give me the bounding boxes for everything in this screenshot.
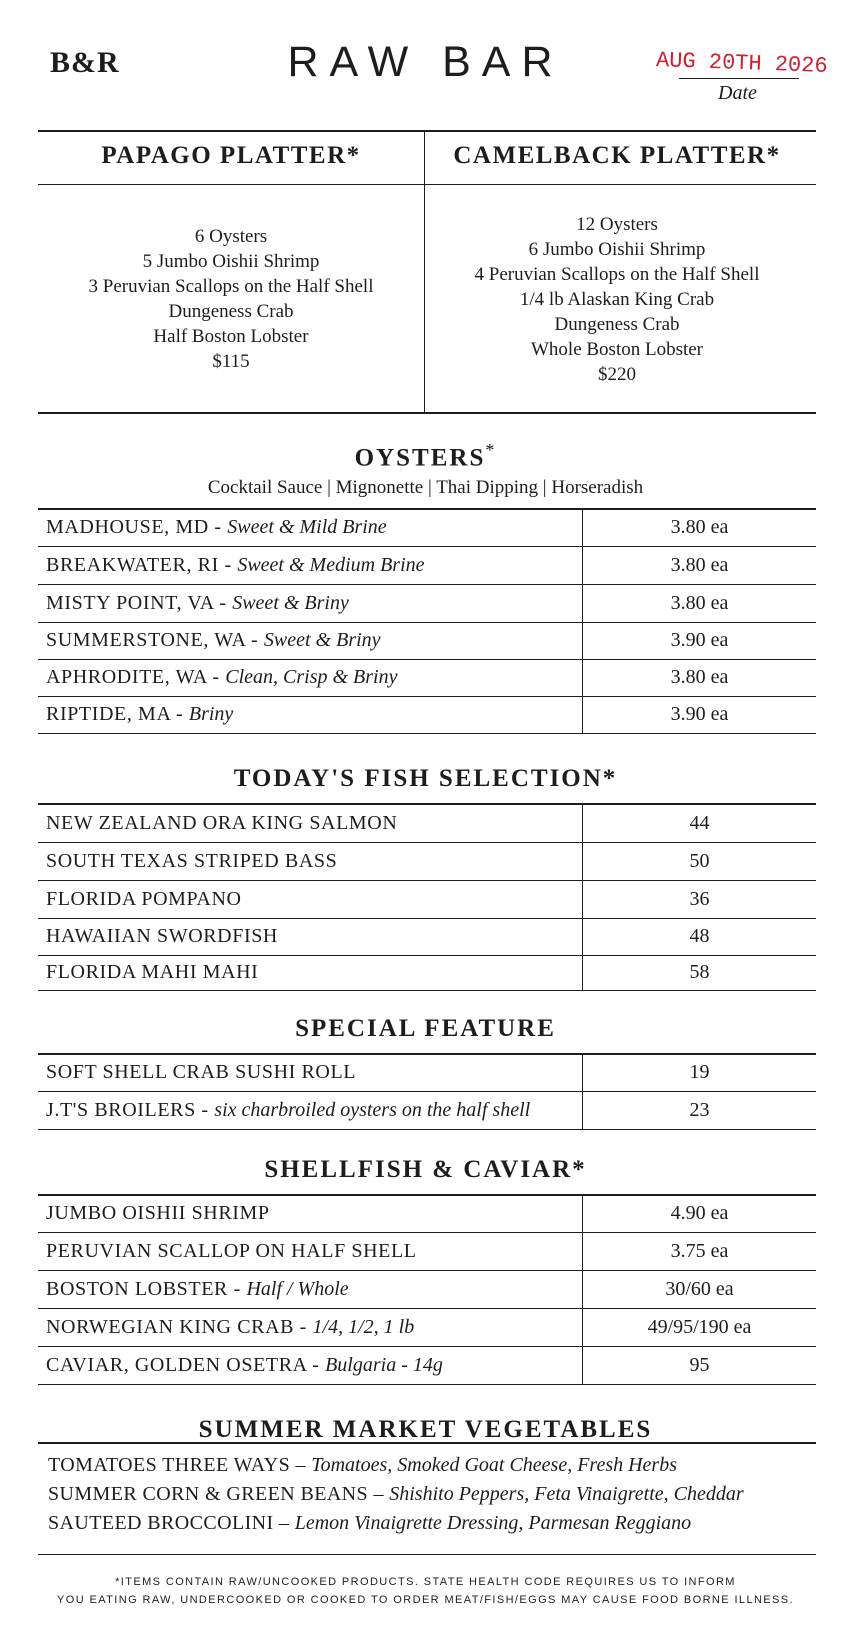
item-price: 3.80 ea xyxy=(583,584,817,622)
platter-item: 12 Oysters xyxy=(576,214,658,235)
item-desc: 1/4, 1/2, 1 lb xyxy=(312,1315,415,1338)
item-name: BOSTON LOBSTER xyxy=(46,1277,228,1300)
item-price: 50 xyxy=(583,842,817,880)
item-desc: Half / Whole xyxy=(246,1277,349,1300)
list-item: SAUTEED BROCCOLINI – Lemon Vinaigrette Dressing, Parmesan Reggiano xyxy=(48,1512,692,1534)
item-price: 3.75 ea xyxy=(583,1232,817,1270)
item-desc: six charbroiled oysters on the half shell xyxy=(214,1098,531,1121)
date-underline xyxy=(679,78,799,79)
item-desc: Sweet & Briny xyxy=(232,591,349,614)
shellfish-table xyxy=(38,1194,816,1385)
platter-divider-horizontal xyxy=(38,184,816,185)
platter-item: Dungeness Crab xyxy=(168,301,294,322)
platter-item: 5 Jumbo Oishii Shrimp xyxy=(142,251,320,272)
table-row xyxy=(38,880,816,918)
item-desc: Briny xyxy=(188,703,234,725)
item-name: APHRODITE, WA xyxy=(46,666,207,688)
platter-title-papago: PAPAGO PLATTER* xyxy=(101,142,361,169)
table-row xyxy=(38,1232,816,1270)
table-row xyxy=(38,622,816,659)
item-desc: Bulgaria - 14g xyxy=(325,1353,443,1376)
table-row xyxy=(38,804,816,842)
item-price: 36 xyxy=(583,880,817,918)
table-row xyxy=(38,659,816,696)
platter-item: 4 Peruvian Scallops on the Half Shell xyxy=(474,264,760,285)
table-row xyxy=(38,955,816,990)
platter-item: 6 Jumbo Oishii Shrimp xyxy=(528,239,706,260)
fish-table xyxy=(38,803,816,991)
table-row xyxy=(38,1054,816,1091)
item-cell: J.T'S BROILERS - six charbroiled oysters on the half shell xyxy=(46,1098,531,1121)
item-name: BREAKWATER, RI xyxy=(46,553,219,576)
item-name: TOMATOES THREE WAYS xyxy=(48,1454,291,1476)
platter-items-camelback xyxy=(424,212,810,387)
section-title-text: OYSTERS xyxy=(354,444,486,472)
item-name: JUMBO OISHII SHRIMP xyxy=(46,1202,270,1225)
platter-item: Dungeness Crab xyxy=(554,314,680,335)
logo: B&R xyxy=(50,46,120,79)
platter-item: Whole Boston Lobster xyxy=(530,339,704,360)
platter-item: 3 Peruvian Scallops on the Half Shell xyxy=(88,276,374,297)
item-price: 3.90 ea xyxy=(583,622,817,659)
item-price: 23 xyxy=(583,1091,817,1129)
list-item: SUMMER CORN & GREEN BEANS – Shishito Peppers, Feta Vinaigrette, Cheddar xyxy=(48,1483,744,1505)
table-row xyxy=(38,1091,816,1129)
item-desc: Sweet & Mild Brine xyxy=(227,516,387,539)
item-cell: CAVIAR, GOLDEN OSETRA - Bulgaria - 14g xyxy=(46,1353,443,1376)
table-row xyxy=(38,1346,816,1384)
item-cell: APHRODITE, WA - Clean, Crisp & Briny xyxy=(46,666,398,688)
oysters-table xyxy=(38,508,816,734)
item-price: 95 xyxy=(583,1346,817,1384)
item-price: 30/60 ea xyxy=(583,1270,817,1308)
item-name: FLORIDA POMPANO xyxy=(46,887,242,910)
item-name: SOUTH TEXAS STRIPED BASS xyxy=(46,849,338,872)
item-price: 49/95/190 ea xyxy=(583,1308,817,1346)
item-cell: MADHOUSE, MD - Sweet & Mild Brine xyxy=(46,516,387,539)
item-cell: MISTY POINT, VA - Sweet & Briny xyxy=(46,591,349,614)
item-cell: RIPTIDE, MA - Briny xyxy=(46,703,234,725)
item-price: 19 xyxy=(583,1054,817,1091)
item-name: RIPTIDE, MA xyxy=(46,703,171,725)
platters-box xyxy=(38,130,816,414)
item-price: 58 xyxy=(583,955,817,990)
item-name: NORWEGIAN KING CRAB xyxy=(46,1315,295,1338)
table-row xyxy=(38,509,816,546)
item-name: FLORIDA MAHI MAHI xyxy=(46,961,259,983)
item-price: 44 xyxy=(583,804,817,842)
item-price: 3.80 ea xyxy=(583,659,817,696)
oyster-sauces: Cocktail Sauce | Mignonette | Thai Dipping | Horseradish xyxy=(207,477,644,498)
platter-item: Half Boston Lobster xyxy=(153,326,309,347)
health-notice-line-1: *ITEMS CONTAIN RAW/UNCOOKED PRODUCTS. STATE HEALTH CODE REQUIRES US TO INFORM xyxy=(115,1576,736,1588)
section-title-shellfish: SHELLFISH & CAVIAR* xyxy=(264,1156,587,1183)
section-title-oysters xyxy=(0,440,851,472)
platter-price: $220 xyxy=(598,364,636,385)
item-cell: BOSTON LOBSTER - Half / Whole xyxy=(46,1277,349,1300)
item-price: 48 xyxy=(583,918,817,955)
vegetables-list xyxy=(38,1442,816,1555)
table-row xyxy=(38,1195,816,1232)
item-price: 4.90 ea xyxy=(583,1195,817,1232)
section-title-vegetables: SUMMER MARKET VEGETABLES xyxy=(198,1416,653,1443)
item-price: 3.80 ea xyxy=(583,509,817,546)
item-name: J.T'S BROILERS xyxy=(46,1098,196,1121)
item-desc: Tomatoes, Smoked Goat Cheese, Fresh Herbs xyxy=(311,1454,677,1476)
item-name: CAVIAR, GOLDEN OSETRA xyxy=(46,1353,307,1376)
item-price: 3.90 ea xyxy=(583,696,817,733)
item-name: SUMMER CORN & GREEN BEANS xyxy=(48,1483,369,1505)
health-notice-line-2: YOU EATING RAW, UNDERCOOKED OR COOKED TO ORDER MEAT/FISH/EGGS MAY CAUSE FOOD BORNE ILLNESS. xyxy=(57,1594,794,1606)
header xyxy=(0,0,851,125)
item-desc: Lemon Vinaigrette Dressing, Parmesan Reggiano xyxy=(294,1512,692,1534)
platter-price: $115 xyxy=(212,351,250,372)
item-desc: Sweet & Briny xyxy=(263,629,381,651)
item-name: PERUVIAN SCALLOP ON HALF SHELL xyxy=(46,1239,417,1262)
platter-item: 1/4 lb Alaskan King Crab xyxy=(519,289,715,310)
list-item: TOMATOES THREE WAYS – Tomatoes, Smoked Goat Cheese, Fresh Herbs xyxy=(48,1454,677,1476)
item-name: SAUTEED BROCCOLINI xyxy=(48,1512,274,1534)
special-table xyxy=(38,1053,816,1130)
page-title: RAW BAR xyxy=(287,38,564,86)
platter-items-papago xyxy=(38,224,424,374)
table-row xyxy=(38,842,816,880)
table-row xyxy=(38,1308,816,1346)
item-desc: Clean, Crisp & Briny xyxy=(225,666,398,688)
table-row xyxy=(38,1270,816,1308)
date-stamp: AUG 20TH 2026 xyxy=(655,48,829,79)
item-cell: BREAKWATER, RI - Sweet & Medium Brine xyxy=(46,553,425,576)
section-title-special: SPECIAL FEATURE xyxy=(295,1015,556,1042)
table-row xyxy=(38,546,816,584)
item-name: NEW ZEALAND ORA KING SALMON xyxy=(46,811,398,834)
item-name: MADHOUSE, MD xyxy=(46,516,209,539)
item-name: SUMMERSTONE, WA xyxy=(46,629,246,651)
table-row xyxy=(38,918,816,955)
item-desc: Shishito Peppers, Feta Vinaigrette, Cheddar xyxy=(389,1483,744,1505)
date-label: Date xyxy=(718,82,757,104)
table-row xyxy=(38,696,816,733)
item-price: 3.80 ea xyxy=(583,546,817,584)
item-name: HAWAIIAN SWORDFISH xyxy=(46,925,278,947)
item-desc: Sweet & Medium Brine xyxy=(237,553,425,576)
section-title-fish: TODAY'S FISH SELECTION* xyxy=(233,765,618,792)
item-cell: SUMMERSTONE, WA - Sweet & Briny xyxy=(46,629,381,651)
table-row xyxy=(38,584,816,622)
item-name: MISTY POINT, VA xyxy=(46,591,214,614)
item-name: SOFT SHELL CRAB SUSHI ROLL xyxy=(46,1061,357,1084)
asterisk: * xyxy=(485,440,497,460)
item-cell: NORWEGIAN KING CRAB - 1/4, 1/2, 1 lb xyxy=(46,1315,415,1338)
platter-item: 6 Oysters xyxy=(194,226,268,247)
platter-title-camelback: CAMELBACK PLATTER* xyxy=(453,142,781,169)
